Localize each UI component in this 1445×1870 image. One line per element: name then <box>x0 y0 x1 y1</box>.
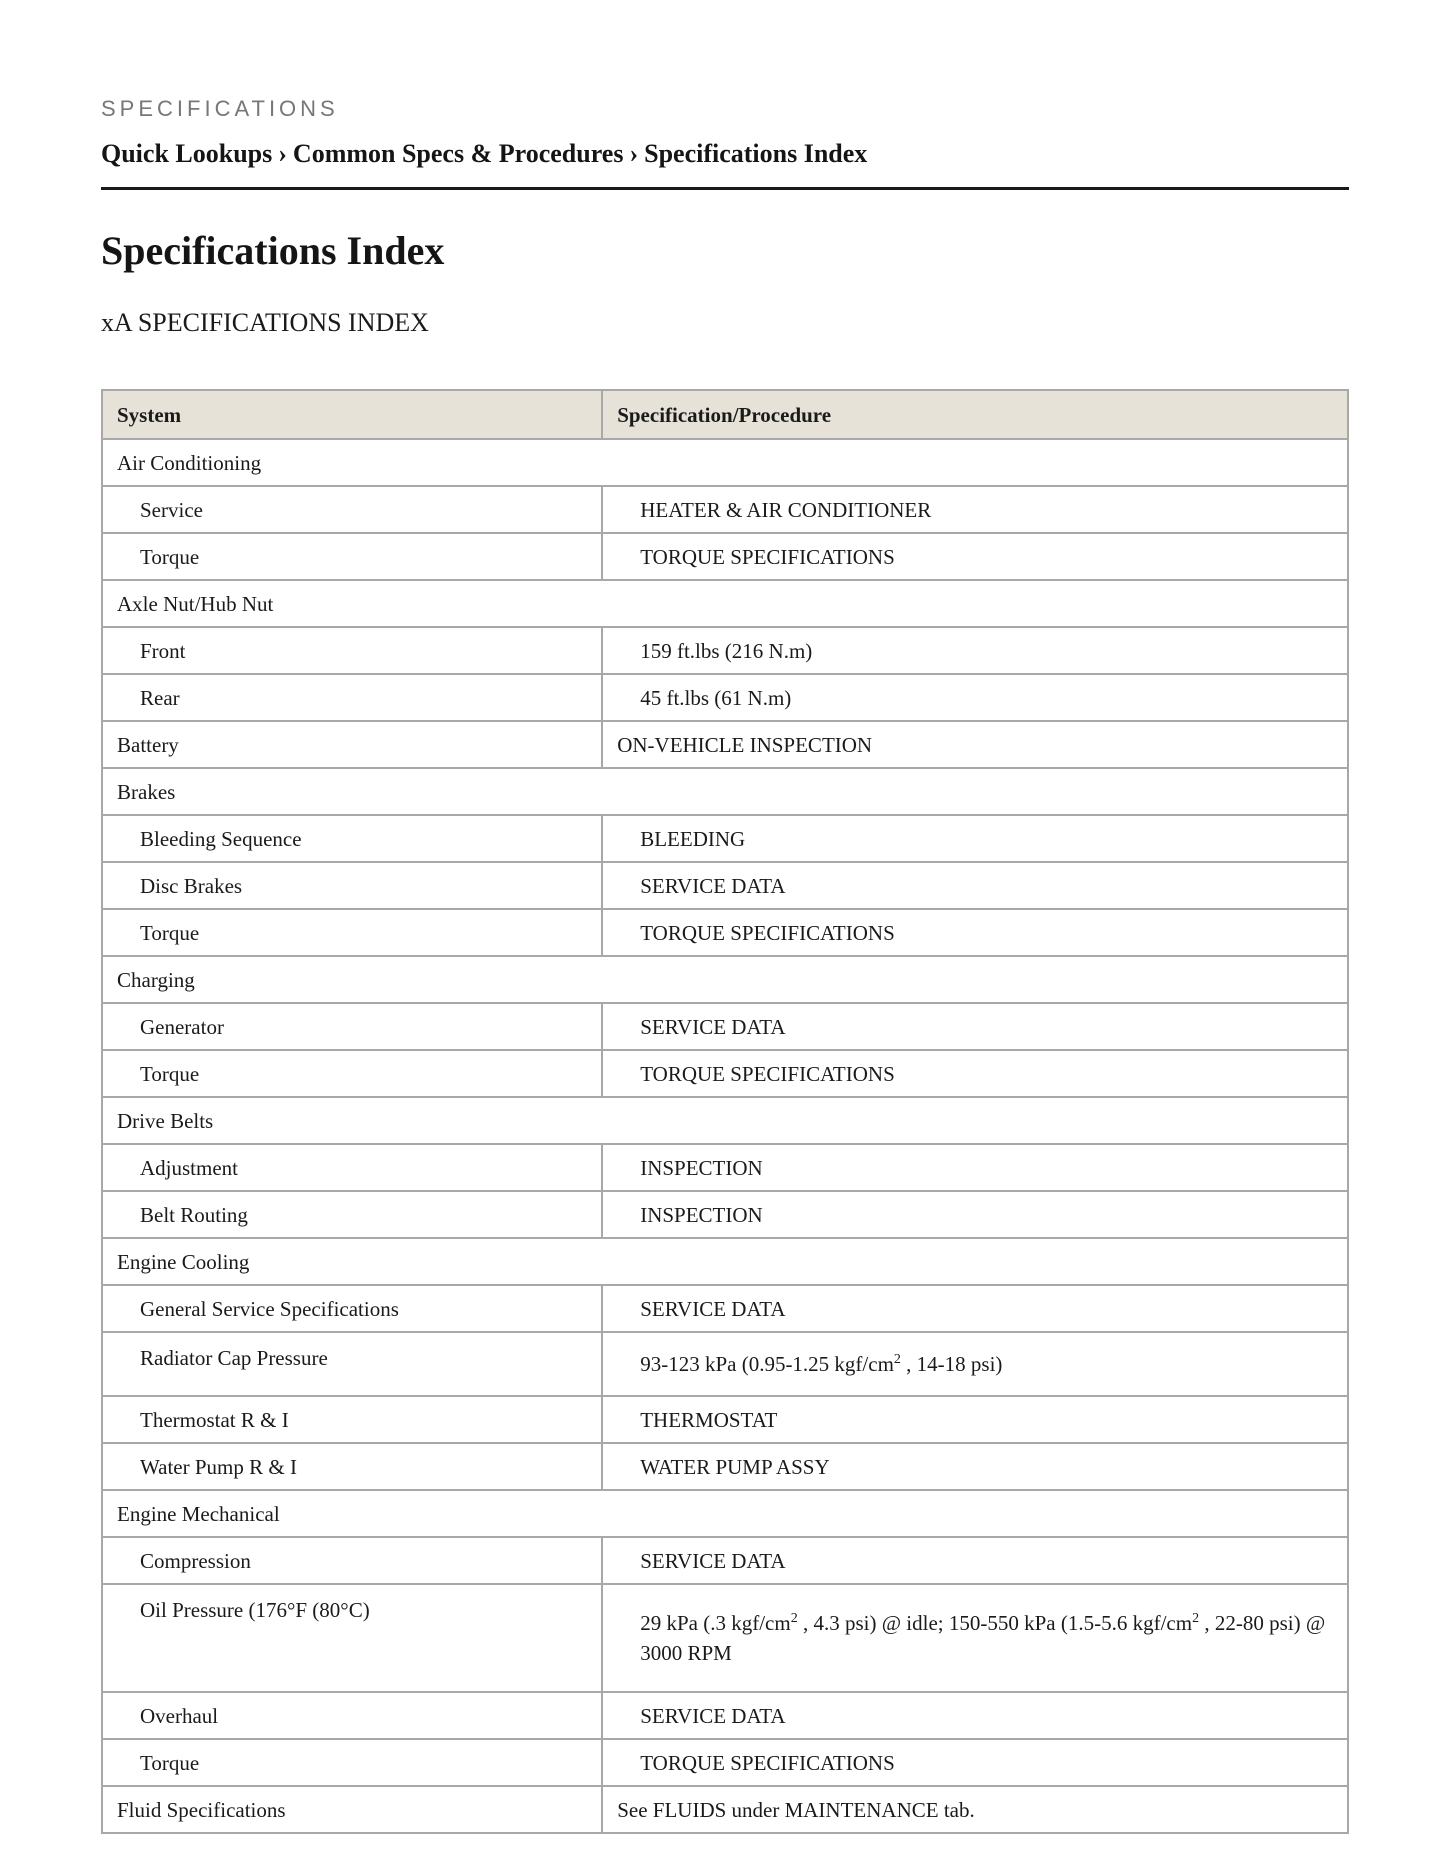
system-cell: Generator <box>102 1003 602 1050</box>
table-row <box>102 1050 1348 1097</box>
spec-link[interactable]: HEATER & AIR CONDITIONER <box>602 486 1348 533</box>
table-row <box>102 674 1348 721</box>
spec-link[interactable]: WATER PUMP ASSY <box>602 1443 1348 1490</box>
system-cell: Bleeding Sequence <box>102 815 602 862</box>
table-row <box>102 721 1348 768</box>
system-cell: Overhaul <box>102 1692 602 1739</box>
system-cell: Rear <box>102 674 602 721</box>
system-cell: Torque <box>102 533 602 580</box>
breadcrumb-item-specifications-index: Specifications Index <box>644 139 868 168</box>
spec-link[interactable]: SERVICE DATA <box>602 1285 1348 1332</box>
group-label: Air Conditioning <box>102 439 1348 486</box>
spec-value: 29 kPa (.3 kgf/$cm^2$ , 4.3 psi) @ idle; 150-550 kPa (1.5-5.6 kgf/$cm^2$ , 22-80 psi) @ 3000 RPM <box>602 1584 1348 1692</box>
table-row <box>102 1191 1348 1238</box>
breadcrumb-separator: › <box>278 139 287 168</box>
spec-link[interactable]: TORQUE SPECIFICATIONS <box>602 1739 1348 1786</box>
spec-link[interactable]: SERVICE DATA <box>602 1537 1348 1584</box>
system-cell: Torque <box>102 909 602 956</box>
table-row <box>102 533 1348 580</box>
table-group-row <box>102 1238 1348 1285</box>
spec-link[interactable]: SERVICE DATA <box>602 1003 1348 1050</box>
spec-link[interactable]: BLEEDING <box>602 815 1348 862</box>
table-group-row <box>102 768 1348 815</box>
table-row <box>102 1692 1348 1739</box>
system-cell: Water Pump R & I <box>102 1443 602 1490</box>
table-group-row <box>102 1490 1348 1537</box>
table-row <box>102 1285 1348 1332</box>
system-cell: Compression <box>102 1537 602 1584</box>
table-row <box>102 1584 1348 1692</box>
column-header-system: System <box>102 390 602 439</box>
table-row <box>102 862 1348 909</box>
table-row <box>102 1003 1348 1050</box>
system-cell: Service <box>102 486 602 533</box>
spec-link[interactable]: TORQUE SPECIFICATIONS <box>602 1050 1348 1097</box>
breadcrumb <box>101 138 867 170</box>
spec-value: 45 ft.lbs (61 N.m) <box>602 674 1348 721</box>
system-cell: Fluid Specifications <box>102 1786 602 1833</box>
system-cell: Torque <box>102 1739 602 1786</box>
table-row <box>102 1332 1348 1396</box>
table-group-row <box>102 956 1348 1003</box>
table-row <box>102 815 1348 862</box>
spec-link[interactable]: THERMOSTAT <box>602 1396 1348 1443</box>
table-row <box>102 1537 1348 1584</box>
system-cell: Radiator Cap Pressure <box>102 1332 602 1396</box>
group-label: Drive Belts <box>102 1097 1348 1144</box>
table-group-row <box>102 580 1348 627</box>
system-cell: Front <box>102 627 602 674</box>
breadcrumb-separator: › <box>629 139 639 168</box>
table-row <box>102 1443 1348 1490</box>
table-row <box>102 1396 1348 1443</box>
section-eyebrow: SPECIFICATIONS <box>101 96 339 121</box>
group-label: Engine Cooling <box>102 1238 1348 1285</box>
table-row <box>102 909 1348 956</box>
spec-link[interactable]: SERVICE DATA <box>602 1692 1348 1739</box>
group-label: Brakes <box>102 768 1348 815</box>
header-divider <box>101 187 1349 190</box>
table-header-row <box>102 390 1348 439</box>
breadcrumb-item-common-specs[interactable]: Common Specs & Procedures <box>292 139 624 168</box>
system-cell: Disc Brakes <box>102 862 602 909</box>
group-label: Charging <box>102 956 1348 1003</box>
group-label: Axle Nut/Hub Nut <box>102 580 1348 627</box>
system-cell: General Service Specifications <box>102 1285 602 1332</box>
table-row <box>102 627 1348 674</box>
system-cell: Thermostat R & I <box>102 1396 602 1443</box>
table-row <box>102 1786 1348 1833</box>
spec-link[interactable]: SERVICE DATA <box>602 862 1348 909</box>
page-title: Specifications Index <box>101 228 445 273</box>
column-header-spec: Specification/Procedure <box>602 390 1348 439</box>
group-label: Engine Mechanical <box>102 1490 1348 1537</box>
spec-value: See FLUIDS under MAINTENANCE tab. <box>602 1786 1348 1833</box>
spec-link[interactable]: TORQUE SPECIFICATIONS <box>602 533 1348 580</box>
system-cell: Battery <box>102 721 602 768</box>
system-cell: Adjustment <box>102 1144 602 1191</box>
breadcrumb-item-quick-lookups[interactable]: Quick Lookups <box>101 139 273 168</box>
system-cell: Oil Pressure (176°F (80°C) <box>102 1584 602 1692</box>
table-row <box>102 1144 1348 1191</box>
specifications-table <box>101 389 1349 1834</box>
page-subtitle: xA SPECIFICATIONS INDEX <box>101 308 429 337</box>
system-cell: Belt Routing <box>102 1191 602 1238</box>
spec-link[interactable]: ON-VEHICLE INSPECTION <box>602 721 1348 768</box>
table-row <box>102 486 1348 533</box>
spec-link[interactable]: INSPECTION <box>602 1191 1348 1238</box>
spec-link[interactable]: INSPECTION <box>602 1144 1348 1191</box>
spec-value: 93-123 kPa (0.95-1.25 kgf/$cm^2$ , 14-18 psi) <box>602 1332 1348 1396</box>
table-group-row <box>102 439 1348 486</box>
spec-link[interactable]: TORQUE SPECIFICATIONS <box>602 909 1348 956</box>
table-group-row <box>102 1097 1348 1144</box>
spec-value: 159 ft.lbs (216 N.m) <box>602 627 1348 674</box>
system-cell: Torque <box>102 1050 602 1097</box>
table-row <box>102 1739 1348 1786</box>
